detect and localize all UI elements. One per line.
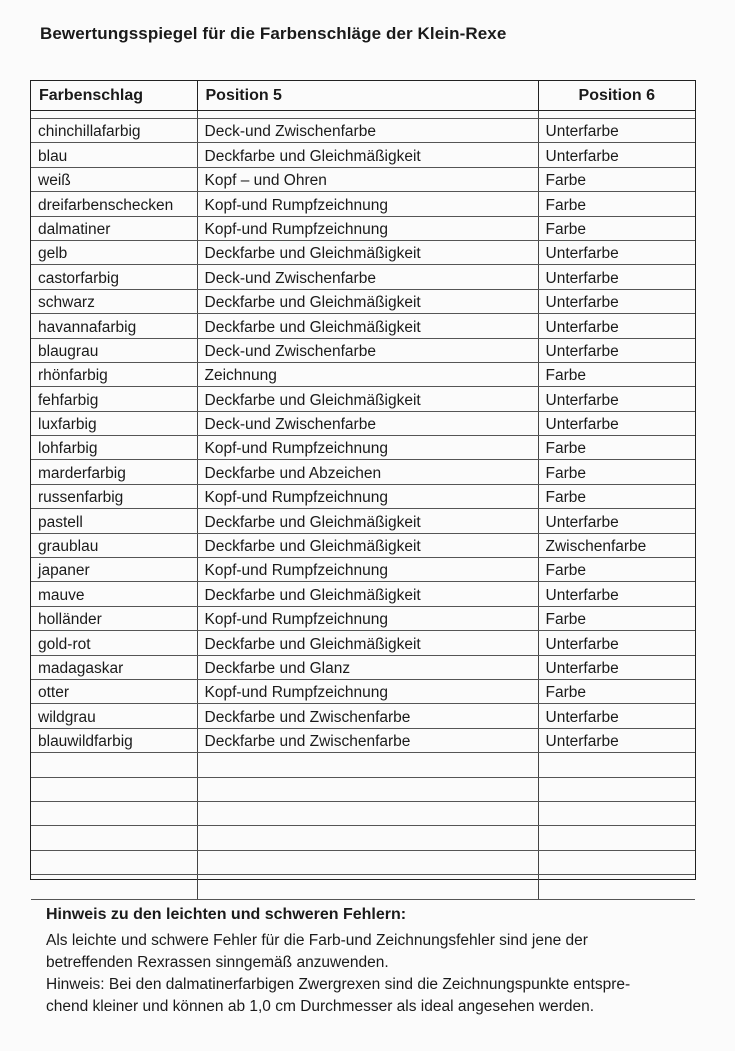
- cell-farbenschlag: mauve: [31, 582, 197, 606]
- cell-farbenschlag: luxfarbig: [31, 411, 197, 435]
- table-row: [31, 387, 695, 411]
- cell-position-6: Farbe: [538, 216, 695, 240]
- table-row: [31, 119, 695, 143]
- cell-position-5: Kopf-und Rumpfzeichnung: [197, 679, 538, 703]
- cell-position-6: Farbe: [538, 362, 695, 386]
- cell-farbenschlag: blau: [31, 143, 197, 167]
- cell-farbenschlag: [31, 875, 197, 899]
- cell-position-5: Deck-und Zwischenfarbe: [197, 411, 538, 435]
- cell-farbenschlag: russenfarbig: [31, 484, 197, 508]
- cell-position-5: [197, 777, 538, 801]
- cell-position-5: Kopf-und Rumpfzeichnung: [197, 436, 538, 460]
- table-row: [31, 338, 695, 362]
- header-position-6: Position 6: [538, 81, 695, 111]
- cell-position-6: [538, 826, 695, 850]
- cell-farbenschlag: castorfarbig: [31, 265, 197, 289]
- table-row: [31, 192, 695, 216]
- note-line: Hinweis: Bei den dalmatinerfarbigen Zwergrexen sind die Zeichnungspunkte entspre-: [46, 976, 631, 993]
- table-row: [31, 460, 695, 484]
- cell-position-5: Zeichnung: [197, 362, 538, 386]
- rating-table-frame: [30, 80, 696, 880]
- cell-position-5: Deck-und Zwischenfarbe: [197, 338, 538, 362]
- cell-position-5: [197, 826, 538, 850]
- cell-farbenschlag: weiß: [31, 167, 197, 191]
- table-row: [31, 265, 695, 289]
- cell-farbenschlag: otter: [31, 679, 197, 703]
- header-farbenschlag: Farbenschlag: [31, 81, 197, 111]
- cell-position-5: Deckfarbe und Gleichmäßigkeit: [197, 582, 538, 606]
- cell-farbenschlag: dreifarbenschecken: [31, 192, 197, 216]
- note-line: betreffenden Rexrassen sinngemäß anzuwenden.: [46, 954, 389, 971]
- cell-position-6: Zwischenfarbe: [538, 533, 695, 557]
- table-row: [31, 362, 695, 386]
- note-heading: Hinweis zu den leichten und schweren Fehlern:: [46, 906, 407, 923]
- cell-position-6: Farbe: [538, 460, 695, 484]
- table-row: [31, 411, 695, 435]
- table-row: [31, 606, 695, 630]
- table-row: [31, 728, 695, 752]
- cell-position-6: Unterfarbe: [538, 509, 695, 533]
- cell-farbenschlag: rhönfarbig: [31, 362, 197, 386]
- cell-position-6: Unterfarbe: [538, 631, 695, 655]
- cell-farbenschlag: [31, 801, 197, 825]
- cell-position-5: Deckfarbe und Zwischenfarbe: [197, 728, 538, 752]
- cell-position-6: [538, 753, 695, 777]
- cell-position-5: Kopf-und Rumpfzeichnung: [197, 606, 538, 630]
- cell-position-5: [197, 875, 538, 899]
- cell-farbenschlag: wildgrau: [31, 704, 197, 728]
- cell-farbenschlag: [31, 753, 197, 777]
- cell-farbenschlag: lohfarbig: [31, 436, 197, 460]
- cell-farbenschlag: holländer: [31, 606, 197, 630]
- cell-position-6: Unterfarbe: [538, 289, 695, 313]
- table-row: [31, 216, 695, 240]
- cell-position-5: Deckfarbe und Glanz: [197, 655, 538, 679]
- table-row: [31, 704, 695, 728]
- table-row: [31, 777, 695, 801]
- table-row: [31, 655, 695, 679]
- cell-position-5: Deckfarbe und Gleichmäßigkeit: [197, 509, 538, 533]
- cell-farbenschlag: [31, 826, 197, 850]
- page-title: Bewertungsspiegel für die Farbenschläge der Klein-Rexe: [40, 24, 507, 43]
- cell-position-6: Farbe: [538, 192, 695, 216]
- cell-farbenschlag: havannafarbig: [31, 314, 197, 338]
- cell-position-6: Unterfarbe: [538, 314, 695, 338]
- cell-farbenschlag: dalmatiner: [31, 216, 197, 240]
- table-row: [31, 582, 695, 606]
- cell-position-5: Kopf-und Rumpfzeichnung: [197, 484, 538, 508]
- cell-position-6: Farbe: [538, 436, 695, 460]
- cell-position-6: Farbe: [538, 167, 695, 191]
- cell-farbenschlag: blaugrau: [31, 338, 197, 362]
- header-position-5: Position 5: [197, 81, 538, 111]
- cell-farbenschlag: fehfarbig: [31, 387, 197, 411]
- cell-farbenschlag: schwarz: [31, 289, 197, 313]
- note-line: chend kleiner und können ab 1,0 cm Durchmesser als ideal angesehen werden.: [46, 998, 595, 1015]
- cell-position-5: Deckfarbe und Gleichmäßigkeit: [197, 314, 538, 338]
- table-row: [31, 558, 695, 582]
- cell-position-5: Kopf-und Rumpfzeichnung: [197, 216, 538, 240]
- cell-position-6: Unterfarbe: [538, 411, 695, 435]
- cell-position-6: Unterfarbe: [538, 240, 695, 264]
- cell-position-6: Farbe: [538, 558, 695, 582]
- table-row: [31, 314, 695, 338]
- cell-position-5: Deckfarbe und Gleichmäßigkeit: [197, 240, 538, 264]
- table-row: [31, 436, 695, 460]
- cell-position-6: Unterfarbe: [538, 655, 695, 679]
- cell-position-5: Deckfarbe und Gleichmäßigkeit: [197, 289, 538, 313]
- cell-farbenschlag: pastell: [31, 509, 197, 533]
- cell-position-6: Unterfarbe: [538, 265, 695, 289]
- cell-position-6: Unterfarbe: [538, 728, 695, 752]
- cell-position-6: [538, 801, 695, 825]
- cell-position-5: Deckfarbe und Gleichmäßigkeit: [197, 533, 538, 557]
- cell-position-5: Deck-und Zwischenfarbe: [197, 265, 538, 289]
- cell-position-5: [197, 801, 538, 825]
- cell-position-5: Kopf-und Rumpfzeichnung: [197, 192, 538, 216]
- cell-position-5: Deck-und Zwischenfarbe: [197, 119, 538, 143]
- cell-position-6: Unterfarbe: [538, 143, 695, 167]
- cell-farbenschlag: [31, 777, 197, 801]
- cell-position-6: [538, 875, 695, 899]
- cell-farbenschlag: graublau: [31, 533, 197, 557]
- cell-position-5: Kopf – und Ohren: [197, 167, 538, 191]
- table-row: [31, 167, 695, 191]
- cell-position-6: Farbe: [538, 484, 695, 508]
- table-header-row: [31, 81, 695, 111]
- table-row: [31, 533, 695, 557]
- cell-farbenschlag: blauwildfarbig: [31, 728, 197, 752]
- table-row: [31, 240, 695, 264]
- cell-position-6: Unterfarbe: [538, 387, 695, 411]
- cell-position-6: Farbe: [538, 606, 695, 630]
- cell-farbenschlag: gold-rot: [31, 631, 197, 655]
- table-row: [31, 484, 695, 508]
- cell-position-6: Unterfarbe: [538, 119, 695, 143]
- cell-position-5: Deckfarbe und Abzeichen: [197, 460, 538, 484]
- cell-position-5: Deckfarbe und Gleichmäßigkeit: [197, 631, 538, 655]
- cell-position-5: Kopf-und Rumpfzeichnung: [197, 558, 538, 582]
- table-row: [31, 801, 695, 825]
- cell-position-5: [197, 850, 538, 874]
- cell-farbenschlag: madagaskar: [31, 655, 197, 679]
- table-row: [31, 679, 695, 703]
- cell-position-6: Unterfarbe: [538, 338, 695, 362]
- table-row: [31, 631, 695, 655]
- table-row: [31, 753, 695, 777]
- cell-position-6: Unterfarbe: [538, 704, 695, 728]
- cell-farbenschlag: japaner: [31, 558, 197, 582]
- table-spacer-row: [31, 111, 695, 119]
- cell-position-5: Deckfarbe und Zwischenfarbe: [197, 704, 538, 728]
- cell-position-6: [538, 850, 695, 874]
- note-line: Als leichte und schwere Fehler für die Farb-und Zeichnungsfehler sind jene der: [46, 932, 588, 949]
- cell-position-6: Unterfarbe: [538, 582, 695, 606]
- rating-table: [31, 81, 695, 900]
- cell-position-6: Farbe: [538, 679, 695, 703]
- cell-farbenschlag: marderfarbig: [31, 460, 197, 484]
- cell-farbenschlag: chinchillafarbig: [31, 119, 197, 143]
- table-row: [31, 826, 695, 850]
- cell-farbenschlag: [31, 850, 197, 874]
- table-row: [31, 850, 695, 874]
- table-row: [31, 143, 695, 167]
- cell-position-5: Deckfarbe und Gleichmäßigkeit: [197, 387, 538, 411]
- cell-position-6: [538, 777, 695, 801]
- table-row: [31, 289, 695, 313]
- faults-note: [46, 904, 686, 1018]
- table-row: [31, 875, 695, 899]
- cell-position-5: [197, 753, 538, 777]
- table-row: [31, 509, 695, 533]
- cell-position-5: Deckfarbe und Gleichmäßigkeit: [197, 143, 538, 167]
- cell-farbenschlag: gelb: [31, 240, 197, 264]
